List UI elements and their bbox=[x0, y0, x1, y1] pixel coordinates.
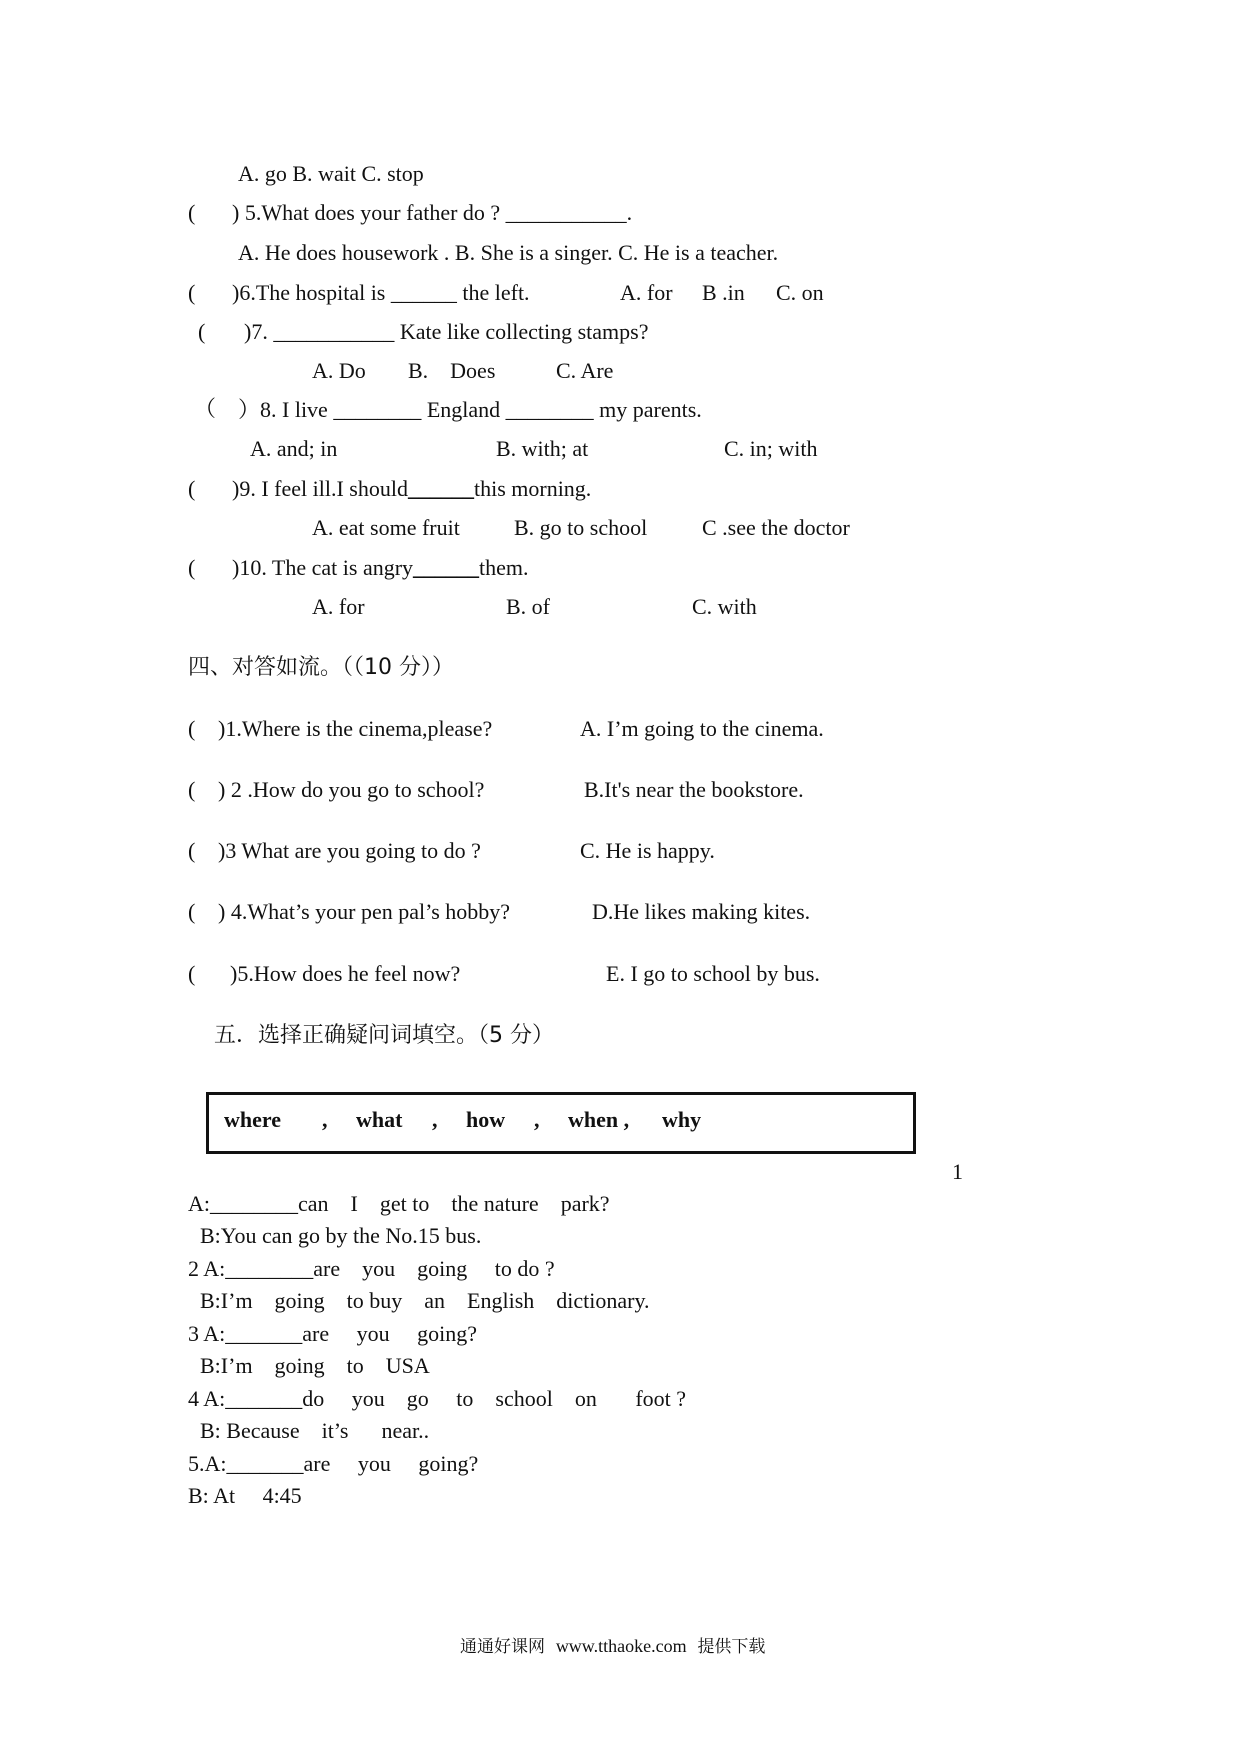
word-bank-comma: , bbox=[534, 1107, 540, 1132]
s5-line4: B:I’m going to buy an English dictionary. bbox=[200, 1288, 650, 1313]
word-bank-comma: , bbox=[322, 1107, 328, 1132]
q7-stem: )7. ___________ Kate like collecting stamps? bbox=[244, 319, 649, 344]
q9-stem: )9. I feel ill.I should______this morning. bbox=[232, 476, 592, 501]
s4-row3-question: )3 What are you going to do ? bbox=[218, 838, 481, 863]
q8-option-c: C. in; with bbox=[724, 436, 818, 461]
section5-heading: 五．选择正确疑问词填空。（5 分） bbox=[214, 1023, 554, 1048]
s4-row3-paren: ( bbox=[188, 838, 196, 863]
footer-site-name: 通通好课网 bbox=[460, 1637, 545, 1657]
s5-line5: 3 A:_______are you going? bbox=[188, 1321, 478, 1346]
page-footer bbox=[460, 1634, 765, 1659]
q8-stem: ）8. I live ________ England ________ my parents. bbox=[238, 397, 702, 422]
q10-stem: )10. The cat is angry______them. bbox=[232, 555, 529, 580]
s5-line6: B:I’m going to USA bbox=[200, 1353, 430, 1378]
q8-option-b: B. with; at bbox=[496, 436, 589, 461]
q8-paren: （ bbox=[194, 397, 217, 422]
q7-option-a: A. Do bbox=[312, 358, 366, 383]
q5-options: A. He does housework . B. She is a singer. C. He is a teacher. bbox=[238, 240, 779, 265]
s4-row2-answer: B.It's near the bookstore. bbox=[584, 777, 804, 802]
s5-line2: B:You can go by the No.15 bus. bbox=[200, 1223, 482, 1248]
item-number: 1 bbox=[952, 1159, 963, 1184]
s5-line9: 5.A:_______are you going? bbox=[188, 1451, 479, 1476]
s5-line7: 4 A:_______do you go to school on foot ? bbox=[188, 1386, 687, 1411]
word-bank-what: what bbox=[356, 1107, 403, 1132]
q7-option-c: C. Are bbox=[556, 358, 614, 383]
q9-option-c: C .see the doctor bbox=[702, 515, 850, 540]
q7-option-b: B. Does bbox=[408, 358, 496, 383]
s4-row5-paren: ( bbox=[188, 961, 196, 986]
q6-option-a: A. for bbox=[620, 280, 673, 305]
q10-option-b: B. of bbox=[506, 594, 550, 619]
s4-row2-paren: ( bbox=[188, 777, 196, 802]
q9-option-b: B. go to school bbox=[514, 515, 648, 540]
s4-row1-answer: A. I’m going to the cinema. bbox=[580, 716, 824, 741]
s4-row5-answer: E. I go to school by bus. bbox=[606, 961, 820, 986]
q5-stem: ) 5.What does your father do ? ___________. bbox=[232, 200, 633, 225]
s4-row1-question: )1.Where is the cinema,please? bbox=[218, 716, 493, 741]
word-bank-where: where bbox=[224, 1107, 282, 1132]
s4-row3-answer: C. He is happy. bbox=[580, 838, 715, 863]
q6-paren: ( bbox=[188, 280, 196, 305]
s5-line10: B: At 4:45 bbox=[188, 1483, 302, 1508]
s5-line1: A:________can I get to the nature park? bbox=[188, 1191, 610, 1216]
s5-line8: B: Because it’s near.. bbox=[200, 1418, 430, 1443]
s4-row5-question: )5.How does he feel now? bbox=[230, 961, 461, 986]
q6-stem: )6.The hospital is ______ the left. bbox=[232, 280, 530, 305]
s4-row4-paren: ( bbox=[188, 899, 196, 924]
word-bank-box bbox=[206, 1092, 916, 1154]
footer-url[interactable]: www.tthaoke.com bbox=[555, 1636, 687, 1656]
q6-option-b: B .in bbox=[702, 280, 745, 305]
s5-line3: 2 A:________are you going to do ? bbox=[188, 1256, 555, 1281]
word-bank-why: why bbox=[662, 1107, 702, 1132]
footer-download: 提供下载 bbox=[697, 1637, 766, 1657]
q10-option-c: C. with bbox=[692, 594, 757, 619]
q9-option-a: A. eat some fruit bbox=[312, 515, 460, 540]
word-bank-comma: , bbox=[432, 1107, 438, 1132]
s4-row2-question: ) 2 .How do you go to school? bbox=[218, 777, 485, 802]
q7-paren: ( bbox=[198, 319, 206, 344]
q6-option-c: C. on bbox=[776, 280, 824, 305]
section4-heading: 四、对答如流。（（10 分）） bbox=[188, 655, 454, 680]
q4-options: A. go B. wait C. stop bbox=[238, 161, 424, 186]
word-bank-when: when , bbox=[568, 1107, 630, 1132]
s4-row4-question: ) 4.What’s your pen pal’s hobby? bbox=[218, 899, 511, 924]
q5-paren: ( bbox=[188, 200, 196, 225]
q10-paren: ( bbox=[188, 555, 196, 580]
word-bank-how: how bbox=[466, 1107, 506, 1132]
q10-option-a: A. for bbox=[312, 594, 365, 619]
q9-paren: ( bbox=[188, 476, 196, 501]
s4-row4-answer: D.He likes making kites. bbox=[592, 899, 811, 924]
q8-option-a: A. and; in bbox=[250, 436, 338, 461]
s4-row1-paren: ( bbox=[188, 716, 196, 741]
